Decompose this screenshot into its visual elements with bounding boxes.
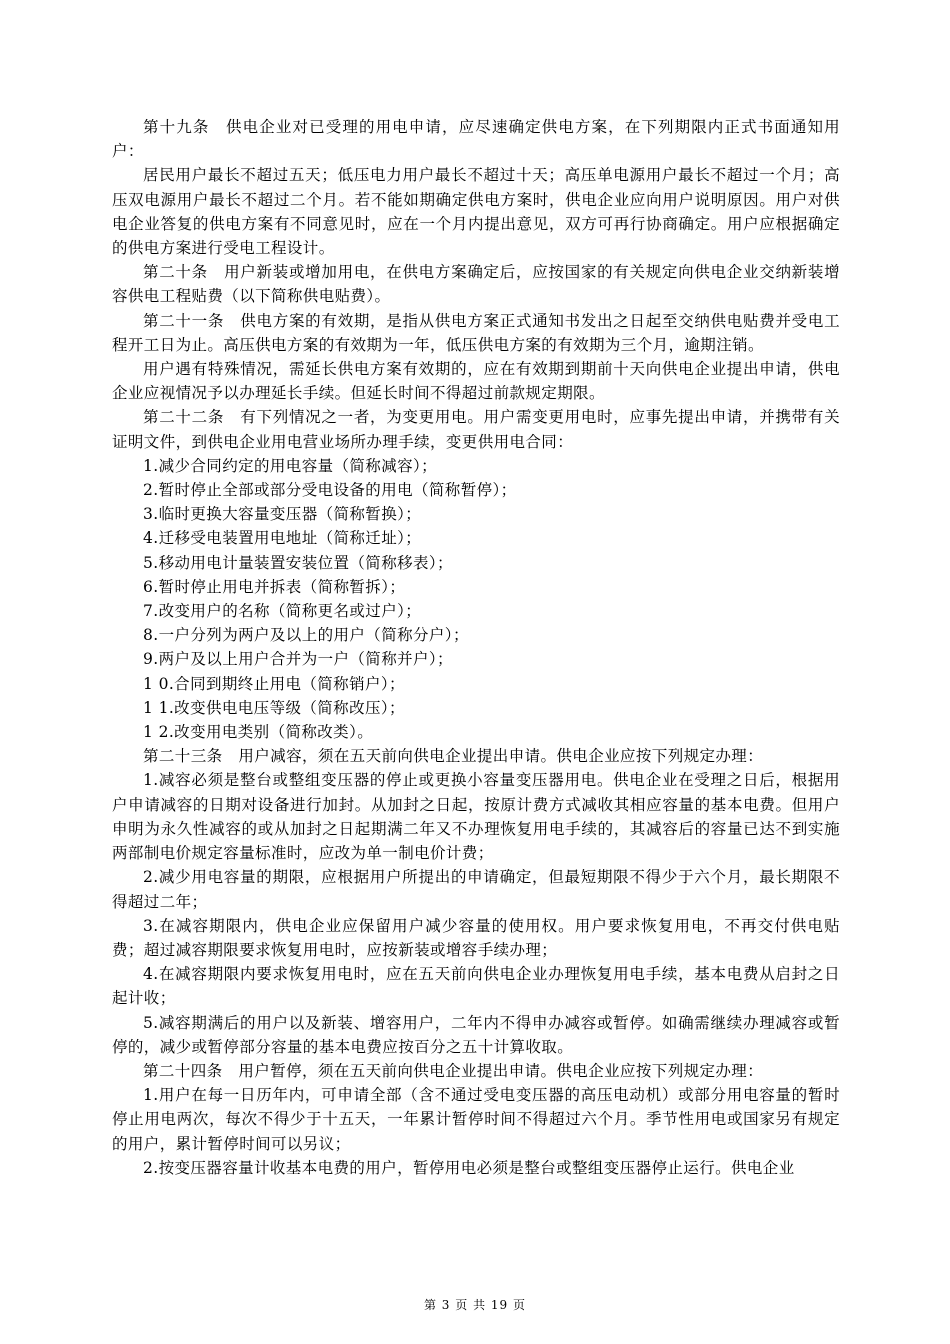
list-item: 8.一户分列为两户及以上的用户（简称分户）；	[143, 626, 469, 645]
paragraph: 用户遇有特殊情况，需延长供电方案有效期的，应在有效期到期前十天向供电企业提出申请，供电企业应视情况予以办理延长手续。但延长时间不得超过前款规定期限。	[112, 360, 840, 403]
paragraph: 第二十三条 用户减容，须在五天前向供电企业提出申请。供电企业应按下列规定办理：	[143, 747, 764, 766]
paragraph: 第二十一条 供电方案的有效期，是指从供电方案正式通知书发出之日起至交纳供电贴费并受电工程开工日为止。高压供电方案的有效期为一年，低压供电方案的有效期为三个月，逾期注销。	[112, 311, 840, 354]
footer-middle: 页 共	[455, 1298, 487, 1312]
current-page-number: 3	[441, 1298, 451, 1312]
list-item: 2.暂时停止全部或部分受电设备的用电（简称暂停）；	[143, 481, 517, 500]
list-item: 6.暂时停止用电并拆表（简称暂拆）；	[143, 577, 406, 596]
list-item: 2.按变压器容量计收基本电费的用户，暂停用电必须是整台或整组变压器停止运行。供电企业	[143, 1158, 795, 1177]
paragraph: 第二十二条 有下列情况之一者，为变更用电。用户需变更用电时，应事先提出申请，并携带有关证明文件，到供电企业用电营业场所办理手续，变更供用电合同：	[112, 408, 840, 451]
paragraph: 第十九条 供电企业对已受理的用电申请，应尽速确定供电方案，在下列期限内正式书面通知用户：	[112, 118, 840, 161]
list-item: 2.减少用电容量的期限，应根据用户所提出的申请确定，但最短期限不得少于六个月，最长期限不得超过二年；	[112, 868, 840, 911]
list-item: 1.减少合同约定的用电容量（简称减容）；	[143, 456, 438, 475]
page-footer	[0, 1296, 950, 1313]
list-item: 3.在减容期限内，供电企业应保留用户减少容量的使用权。用户要求恢复用电，不再交付供电贴费；超过减容期限要求恢复用电时，应按新装或增容手续办理；	[112, 916, 840, 959]
document-body	[112, 115, 840, 1180]
paragraph: 居民用户最长不超过五天；低压电力用户最长不超过十天；高压单电源用户最长不超过一个月；高压双电源用户最长不超过二个月。若不能如期确定供电方案时，供电企业应向用户说明原因。用户对供电企业答复的供电方案有不同意见时，应在一个月内提出意见，双方可再行协商确定。用户应根据确定的供电方案进行受电工程设计。	[112, 166, 840, 258]
list-item: 4.在减容期限内要求恢复用电时，应在五天前向供电企业办理恢复用电手续，基本电费从启封之日起计收；	[112, 965, 840, 1008]
paragraph: 第二十四条 用户暂停，须在五天前向供电企业提出申请。供电企业应按下列规定办理：	[143, 1061, 764, 1080]
list-item: 9.两户及以上用户合并为一户（简称并户）；	[143, 650, 453, 669]
footer-suffix: 页	[513, 1298, 527, 1312]
footer-prefix: 第	[423, 1298, 437, 1312]
list-item: 7.改变用户的名称（简称更名或过户）；	[143, 602, 422, 621]
list-item: 5.减容期满后的用户以及新装、增容用户，二年内不得申办减容或暂停。如确需继续办理减容或暂停的，减少或暂停部分容量的基本电费应按百分之五十计算收取。	[112, 1013, 840, 1056]
list-item: 1.用户在每一日历年内，可申请全部（含不通过受电变压器的高压电动机）或部分用电容量的暂时停止用电两次，每次不得少于十五天，一年累计暂停时间不得超过六个月。季节性用电或国家另有规定的用户，累计暂停时间可以另议；	[112, 1086, 840, 1153]
list-item: 4.迁移受电装置用电地址（简称迁址）；	[143, 529, 422, 548]
list-item: 1 2.改变用电类别（简称改类）。	[143, 723, 374, 742]
list-item: 3.临时更换大容量变压器（简称暂换）；	[143, 505, 422, 524]
list-item: 1.减容必须是整台或整组变压器的停止或更换小容量变压器用电。供电企业在受理之日后，根据用户申请减容的日期对设备进行加封。从加封之日起，按原计费方式减收其相应容量的基本电费。但用户申明为永久性减容的或从加封之日起期满二年又不办理恢复用电手续的，其减容后的容量已达不到实施两部制电价规定容量标准时，应改为单一制电价计费；	[112, 771, 840, 863]
total-pages-number: 19	[490, 1298, 509, 1312]
list-item: 1 1.改变供电电压等级（简称改压）；	[143, 698, 405, 717]
paragraph: 第二十条 用户新装或增加用电，在供电方案确定后，应按国家的有关规定向供电企业交纳新装增容供电工程贴费（以下简称供电贴费）。	[112, 263, 840, 306]
list-item: 1 0.合同到期终止用电（简称销户）；	[143, 674, 405, 693]
list-item: 5.移动用电计量装置安装位置（简称移表）；	[143, 553, 453, 572]
